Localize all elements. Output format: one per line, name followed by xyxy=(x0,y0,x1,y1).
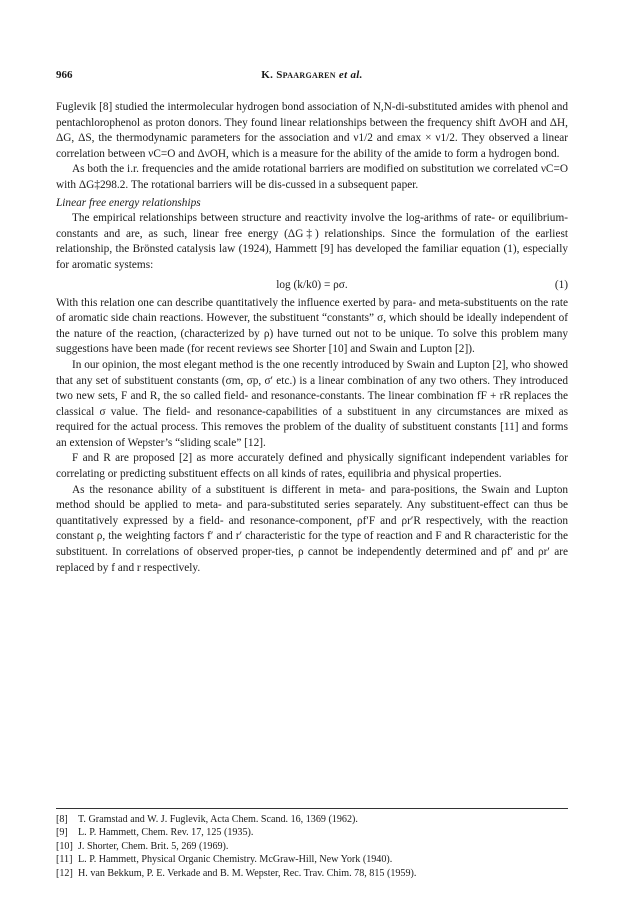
reference-text: L. P. Hammett, Chem. Rev. 17, 125 (1935). xyxy=(78,827,254,839)
paragraph-2: As both the i.r. frequencies and the amide rotational barriers are modified on substitution we correlated νC=O with ΔG‡298.2. The rotational barriers will be dis-cussed in a subsequent paper. xyxy=(56,163,568,191)
equation-number: (1) xyxy=(554,278,568,291)
paragraph-1: Fuglevik [8] studied the intermolecular hydrogen bond association of N,N-di-substituted amides with phenol and pentachlorophenol as proton donors. They found linear relationships between the frequency shift ΔνOH and ΔH, ΔG, ΔS, the thermodynamic parameters for the association and ν1/2 and εmax × ν1/2. They observed a linear correlation between νC=O and ΔνOH, which is a measure for the ability of the amide to form a hydrogen bond. xyxy=(56,101,568,160)
reference-item xyxy=(56,840,568,853)
reference-number: [11] xyxy=(56,854,73,866)
running-head xyxy=(56,69,568,81)
reference-item xyxy=(56,867,568,880)
reference-item xyxy=(56,853,568,866)
reference-number: [12] xyxy=(56,867,73,879)
reference-number: [9] xyxy=(56,827,68,839)
reference-item xyxy=(56,813,568,826)
reference-number: [8] xyxy=(56,814,68,825)
paragraph-4: With this relation one can describe quantitatively the influence exerted by para- and meta-substituents on the rate of aromatic side chain reactions. However, the substituent “constants” σ, which should be ideally independent of the nature of the reaction, (characterized by ρ) have turned out not to be unique. To solve this problem many suggestions have been made (for recent reviews see Shorter [10] and Swain and Lupton [2]). xyxy=(56,296,568,356)
paragraph-5: In our opinion, the most elegant method is the one recently introduced by Swain and Lupton [2], who showed that any set of substituent constants (σm, σp, σ′ etc.) is a linear combination of any two others. They introduced two new sets, F and R, the so called field- and resonance-constants. The linear combination fF + rR replaces the classical σ value. The field- and resonance-capabilities of a substituent in any circumstances are mixed as required for the actual process. This removes the problem of the duality of substituent constants [11] and forms an extension of Wepster’s “sliding scale” [12]. xyxy=(56,358,568,449)
equation-1 xyxy=(56,276,568,294)
reference-text: T. Gramstad and W. J. Fuglevik, Acta Chem. Scand. 16, 1369 (1962). xyxy=(78,814,358,825)
page-header xyxy=(56,69,568,85)
reference-item xyxy=(56,826,568,839)
paragraph-6: F and R are proposed [2] as more accurately defined and physically significant independent variables for correlating or predicting substituent effects on all kinds of rates, equilibria and physical properties. xyxy=(56,452,568,481)
reference-text: H. van Bekkum, P. E. Verkade and B. M. Wepster, Rec. Trav. Chim. 78, 815 (1959). xyxy=(78,867,417,879)
reference-text: L. P. Hammett, Physical Organic Chemistry. McGraw-Hill, New York (1940). xyxy=(78,854,393,866)
reference-text: J. Shorter, Chem. Brit. 5, 269 (1969). xyxy=(78,840,229,852)
running-etal: et al. xyxy=(338,69,363,81)
section-title: Linear free energy relationships xyxy=(56,196,201,209)
references xyxy=(56,808,568,880)
reference-number: [10] xyxy=(56,840,73,852)
paragraph-7: As the resonance ability of a substituent is different in meta- and para-positions, the Swain and Lupton method should be applied to meta- and para-substituted series separately. Any substituent-effect can thus be quantitatively expressed by a field- and resonance-component, ρf′F and ρr′R respectively, with the reaction constant ρ, the weighting factors f′ and r′ characteristic for the type of reaction and F and R characteristic for the substituent. In correlations of observed proper-ties, ρ cannot be independently determined and ρf′ and ρr′ are replaced by f and r respectively. xyxy=(56,483,568,574)
equation-text: log (k/k0) = ρσ. xyxy=(276,278,348,291)
body-text xyxy=(56,100,568,576)
page-number: 966 xyxy=(56,69,73,81)
paragraph-3: The empirical relationships between structure and reactivity involve the log-arithms of rate- or equilibrium-constants and are, as such, linear free energy (ΔG‡) relationships. Since the formulation of the earliest relationship, the Brönsted catalysis law (1924), Hammett [9] has developed the familiar equation (1), especially for aromatic systems: xyxy=(56,212,568,271)
running-author: K. Spaargaren xyxy=(261,69,336,81)
